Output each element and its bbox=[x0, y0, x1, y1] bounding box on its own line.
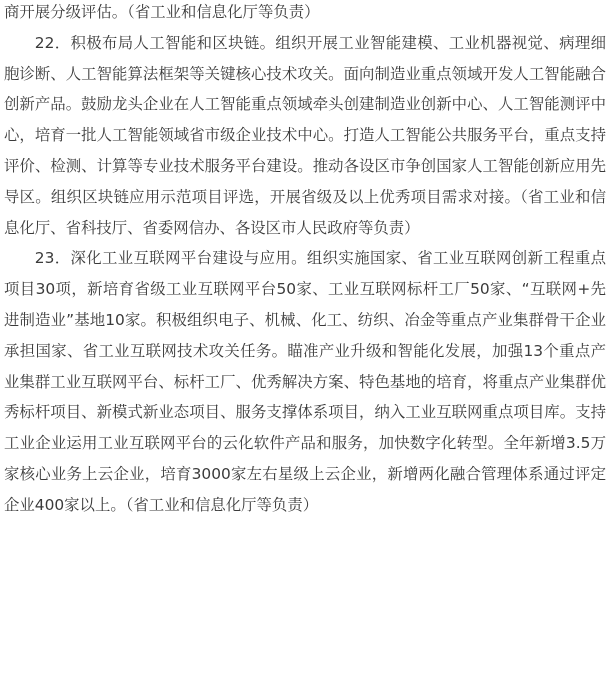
paragraph-23-industrial-internet: 23．深化工业互联网平台建设与应用。组织实施国家、省工业互联网创新工程重点项目30项，新培育省级工业互联网平台50家、工业互联网标杆工厂50家、“互联网+先进制造业”基地10家。积极组织电子、机械、化工、纺织、冶金等重点产业集群骨干企业承担国家、省工业互联网技术攻关任务。瞄准产业升级和智能化发展，加强13个重点产业集群工业互联网平台、标杆工厂、优秀解决方案、特色基地的培育，将重点产业集群优秀标杆项目、新模式新业态项目、服务支撑体系项目，纳入工业互联网重点项目库。支持工业企业运用工业互联网平台的云化软件产品和服务，加快数字化转型。全年新增3.5万家核心业务上云企业，培育3000家左右星级上云企业，新增两化融合管理体系通过评定企业400家以上。（省工业和信息化厅等负责） bbox=[4, 249, 606, 514]
paragraph-22-ai-blockchain: 22．积极布局人工智能和区块链。组织开展工业智能建模、工业机器视觉、病理细胞诊断、人工智能算法框架等关键核心技术攻关。面向制造业重点领域开发人工智能融合创新产品。鼓励龙头企业在人工智能重点领域牵头创建制造业创新中心、人工智能测评中心，培育一批人工智能领域省市级企业技术中心。打造人工智能公共服务平台，重点支持评价、检测、计算等专业技术服务平台建设。推动各设区市争创国家人工智能创新应用先导区。组织区块链应用示范项目评选，开展省级及以上优秀项目需求对接。（省工业和信息化厅、省科技厅、省委网信办、各设区市人民政府等负责） bbox=[4, 33, 606, 237]
paragraph-continued: 商开展分级评估。（省工业和信息化厅等负责） bbox=[4, 3, 320, 21]
